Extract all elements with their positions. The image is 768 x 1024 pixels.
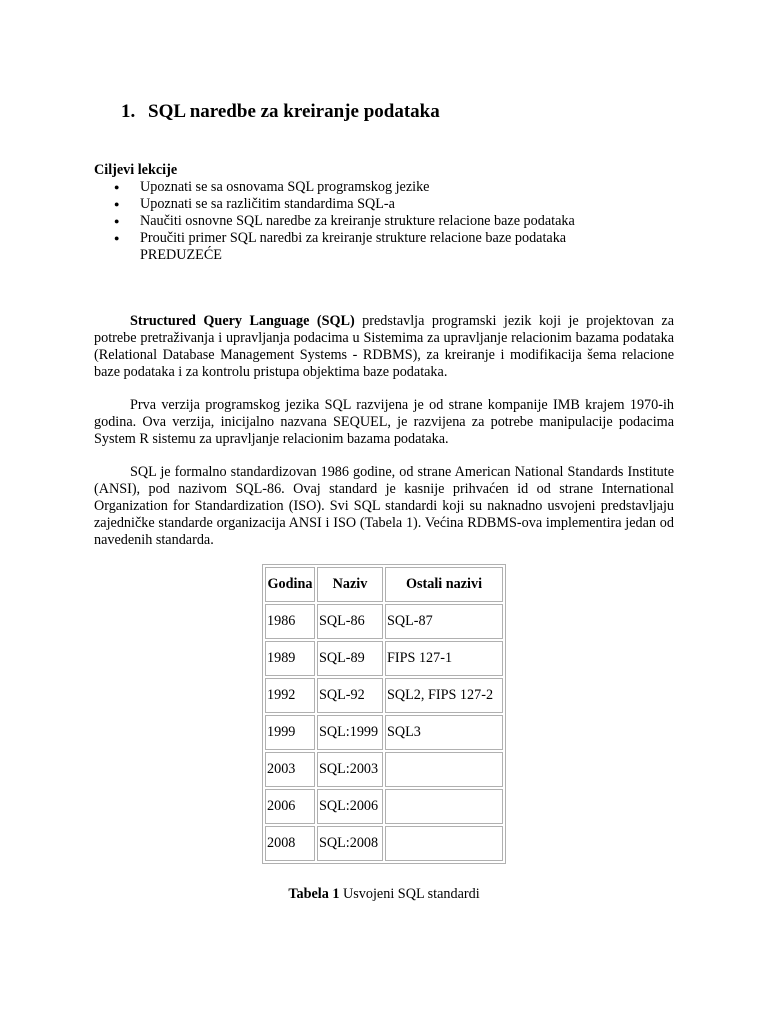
table-cell: 2008 — [265, 826, 315, 861]
table-cell: SQL-92 — [317, 678, 383, 713]
caption-label: Tabela 1 — [288, 886, 340, 902]
paragraph-sql-standards: SQL je formalno standardizovan 1986 godine, od strane American National Standards Institute (ANSI), pod nazivom SQL-86. Ovaj standard je kasnije prihvaćen id od strane International Organization for Standardization (ISO). Svi SQL standardi koji su naknadno usvojeni predstavljaju zajedničke standarde organizacija ANSI i ISO (Tabela 1). Većina RDBMS-ova implementira jedan od navedenih standarda. — [94, 464, 674, 548]
table-cell: SQL:2006 — [317, 789, 383, 824]
objective-item: ● Proučiti primer SQL naredbi za kreiranje strukture relacione baze podataka PREDUZEĆE — [112, 230, 632, 264]
column-header: Naziv — [317, 567, 383, 602]
objectives-title: Ciljevi lekcije — [94, 162, 178, 178]
section-number: 1. — [121, 101, 136, 122]
table-cell: SQL:2003 — [317, 752, 383, 787]
table-cell: SQL-89 — [317, 641, 383, 676]
table-cell: SQL:1999 — [317, 715, 383, 750]
section-title: SQL naredbe za kreiranje podataka — [148, 101, 440, 122]
table-row — [265, 715, 503, 750]
table-cell: FIPS 127-1 — [385, 641, 503, 676]
caption-text: Usvojeni SQL standardi — [339, 886, 480, 902]
table-cell — [385, 826, 503, 861]
sql-definition-text: predstavlja programski jezik koji je projektovan za potrebe pretraživanja i upravljanja podacima u Sistemima za upravljanje relacionim bazama podataka (Relational Database Management Systems - RDBMS), za kreiranje i modifikacija šema relacione baze podataka i za kontrolu pristupa objektima baze podataka. — [94, 313, 674, 380]
table-row — [265, 789, 503, 824]
table-cell: 2003 — [265, 752, 315, 787]
sql-standards-table — [262, 564, 506, 864]
table-cell: SQL-86 — [317, 604, 383, 639]
table-cell: 1992 — [265, 678, 315, 713]
column-header: Ostali nazivi — [385, 567, 503, 602]
table-row — [265, 826, 503, 861]
objective-item: ● Upoznati se sa osnovama SQL programskog jezike — [112, 179, 632, 196]
table-row — [265, 752, 503, 787]
table-cell — [385, 789, 503, 824]
paragraph-sql-definition — [94, 313, 674, 381]
section-heading — [121, 101, 440, 123]
table-caption — [0, 886, 768, 903]
table-cell: SQL3 — [385, 715, 503, 750]
table-cell — [385, 752, 503, 787]
table-row — [265, 641, 503, 676]
column-header: Godina — [265, 567, 315, 602]
table-cell: 1999 — [265, 715, 315, 750]
objective-item: ● Upoznati se sa različitim standardima SQL-a — [112, 196, 632, 213]
paragraph-sql-history: Prva verzija programskog jezika SQL razvijena je od strane kompanije IMB krajem 1970-ih godina. Ova verzija, inicijalno nazvana SEQUEL, je razvijena za potrebe manipulacije podacima System R sistemu za upravljanje relacionim bazama podataka. — [94, 397, 674, 447]
table-row — [265, 604, 503, 639]
objectives-list — [112, 179, 632, 264]
table-row — [265, 678, 503, 713]
table-cell: 1986 — [265, 604, 315, 639]
objective-item: ● Naučiti osnovne SQL naredbe za kreiranje strukture relacione baze podataka — [112, 213, 632, 230]
table-cell: SQL2, FIPS 127-2 — [385, 678, 503, 713]
sql-term: Structured Query Language (SQL) — [130, 313, 355, 329]
table-cell: 1989 — [265, 641, 315, 676]
table-cell: SQL:2008 — [317, 826, 383, 861]
table-cell: SQL-87 — [385, 604, 503, 639]
table-cell: 2006 — [265, 789, 315, 824]
table-header-row — [265, 567, 503, 602]
